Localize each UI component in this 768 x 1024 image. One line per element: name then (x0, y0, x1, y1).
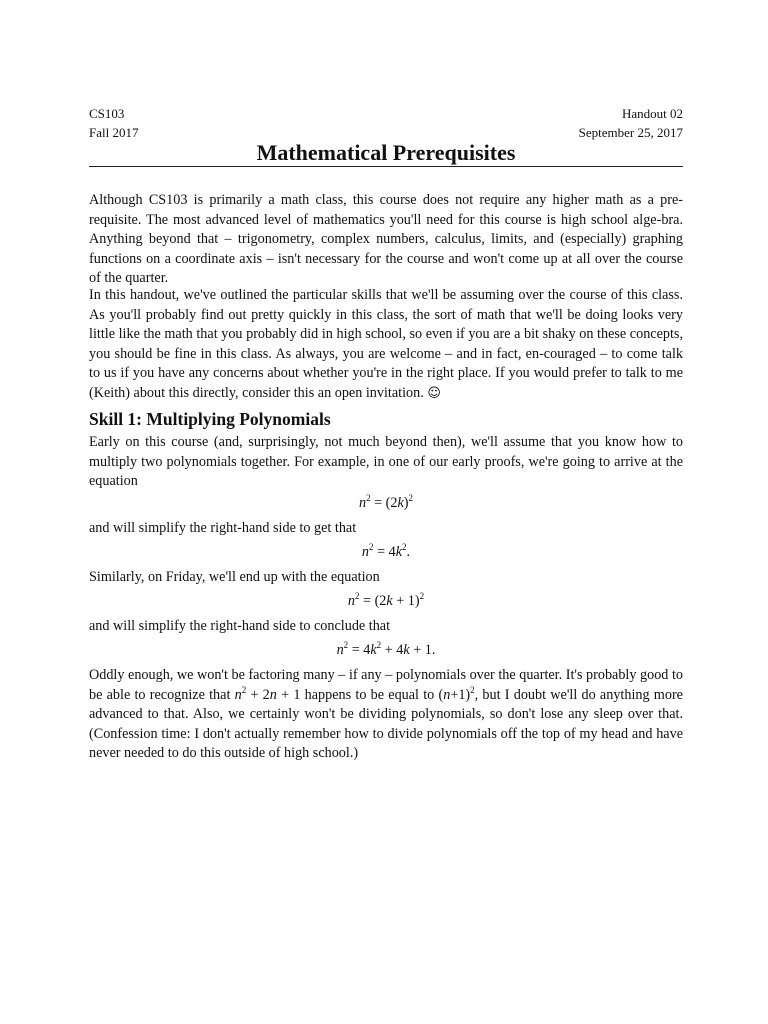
smiley-icon: ☺ (427, 385, 441, 401)
skill-1-conclude-text: and will simplify the right-hand side to conclude that (89, 618, 391, 634)
skill-1-simplify-text: and will simplify the right-hand side to get that (89, 520, 357, 536)
equation-2: $n^2 = 4k^2$. (361, 542, 411, 560)
section-heading-skill-1: Skill 1: Multiplying Polynomials (89, 409, 331, 429)
equation-4: $n^2 = 4k^2 + 4k + 1$. (336, 640, 436, 658)
handout-date: September 25, 2017 (578, 125, 683, 140)
equation-3: $n^2 = (2k + 1)^2$ (347, 591, 425, 609)
course-code: CS103 (89, 106, 125, 121)
skills-paragraph-text: In this handout, we've outlined the particular skills that we'll be assuming over the course of this class. As you'll probably find out pretty quickly in this class, the sort of math that we'll be doing looks very little like the math that you probably did in high school, so even if you are a bit shaky on these concepts, you should be fine in this class. As always, you are welcome – and in fact, en-couraged – to come talk to us if you have any concerns about whether you're in the right place. If you would prefer to talk to me (Keith) about this directly, consider this an open invitation. (89, 287, 683, 401)
title-rule (89, 166, 683, 167)
equation-1: $n^2 = (2k)^2$ (358, 493, 414, 511)
handout-number: Handout 02 (621, 106, 683, 121)
skill-1-intro: Early on this course (and, surprisingly, not much beyond then), we'll assume that you know how to multiply two polynomials together. For example, in one of our early proofs, we're going to arrive at the equation (89, 434, 683, 489)
course-term: Fall 2017 (89, 125, 139, 140)
skills-paragraph (89, 286, 683, 403)
skill-1-factoring-paragraph: Oddly enough, we won't be factoring many – if any – polynomials over the quarter. It's probably good to be able to recognize that $n^2 + 2n + 1$ happens to be equal to $(n+1)^2$, but I doubt we'll do anything more advanced to that. Also, we certainly won't be dividing polynomials, so don't lose any sleep over that. (Confession time: I don't actually remember how to divide polynomials off the top of my head and have never needed to do this outside of high school.) (89, 667, 683, 761)
skill-1-friday-text: Similarly, on Friday, we'll end up with the equation (89, 569, 380, 585)
intro-paragraph: Although CS103 is primarily a math class, this course does not require any higher math as a pre-requisite. The most advanced level of mathematics you'll need for this course is high school alge-bra. Anything beyond that – trigonometry, complex numbers, calculus, limits, and (especially) graphing functions on a coordinate axis – isn't necessary for the course and won't come up at all over the course of the quarter. (89, 192, 683, 286)
page-title: Mathematical Prerequisites (256, 140, 516, 165)
